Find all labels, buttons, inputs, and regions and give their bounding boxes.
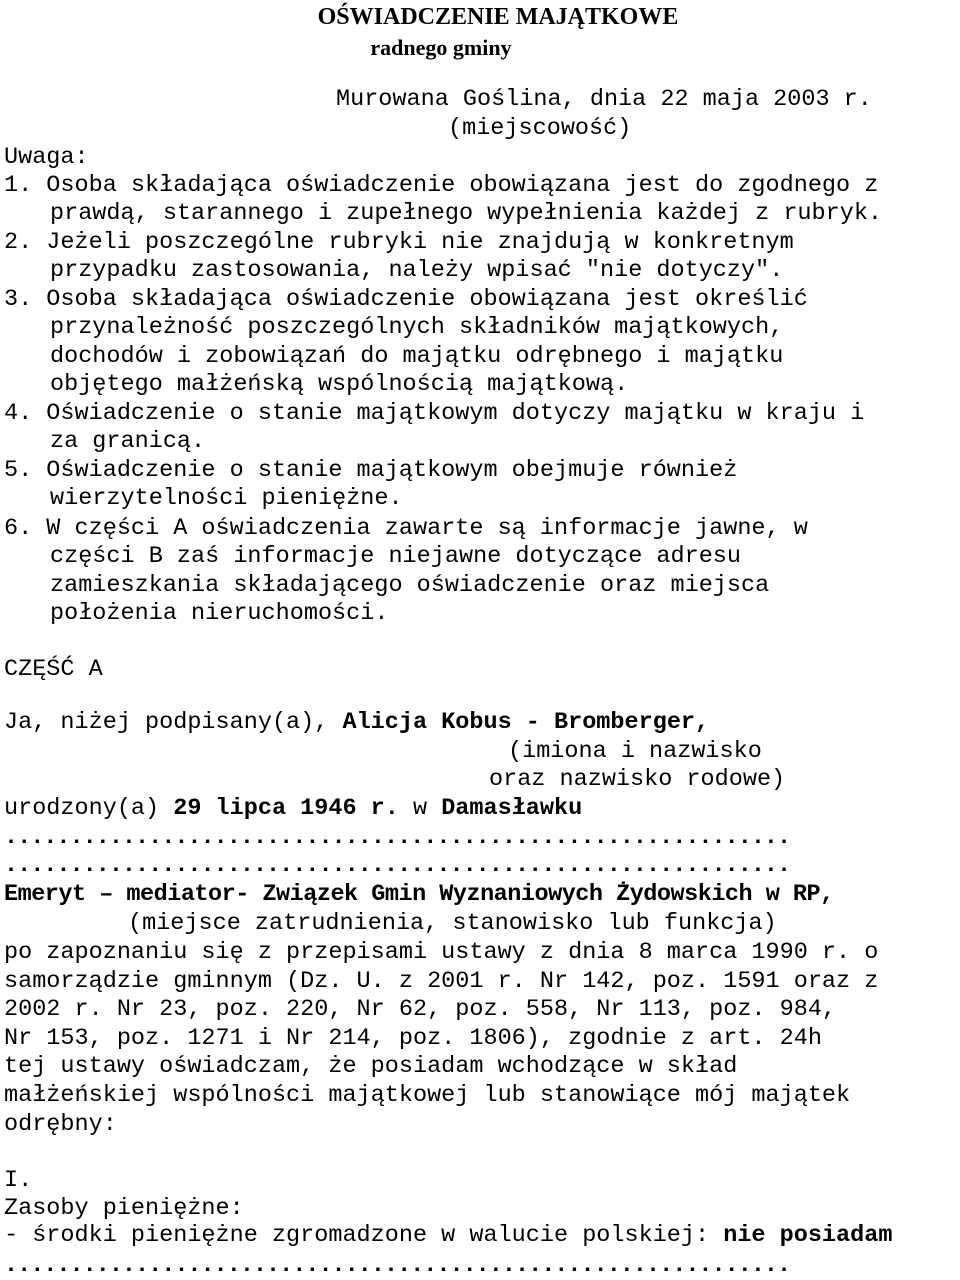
declaration-line: 2002 r. Nr 23, poz. 220, Nr 62, poz. 558, Nr 113, poz. 984, [4, 996, 837, 1023]
note-line: 3. Osoba składająca oświadczenie obowiązana jest określić [4, 286, 808, 313]
note-line: 2. Jeżeli poszczególne rubryki nie znajdują w konkretnym [4, 229, 794, 256]
place-caption: (miejscowość) [448, 115, 632, 142]
document-subtitle: radnego gminy [370, 35, 512, 60]
note-line: przypadku zastosowania, należy wpisać "nie dotyczy". [50, 257, 784, 284]
note-line: 1. Osoba składająca oświadczenie obowiązana jest do zgodnego z [4, 172, 879, 199]
name-caption: oraz nazwisko rodowe) [489, 766, 786, 793]
employment: Emeryt – mediator- Związek Gmin Wyznaniowych Żydowskich w RP, [4, 881, 834, 908]
birth-line [4, 795, 582, 823]
note-line: 4. Oświadczenie o stanie majątkowym dotyczy majątku w kraju i [4, 400, 865, 427]
dotted-line: ............................................................ [4, 824, 791, 851]
declaration-line: tej ustawy oświadczam, że posiadam wchodzące w skład [4, 1053, 738, 1080]
note-line: wierzytelności pieniężne. [50, 485, 403, 512]
note-line: 6. W części A oświadczenia zawarte są informacje jawne, w [4, 515, 808, 542]
name-caption: (imiona i nazwisko [508, 738, 762, 765]
declaration-line: małżeńskiej wspólności majątkowej lub stanowiące mój majątek [4, 1082, 851, 1109]
note-line: części B zaś informacje niejawne dotyczące adresu [50, 543, 742, 570]
declaration-line: Nr 153, poz. 1271 i Nr 214, poz. 1806), zgodnie z art. 24h [4, 1025, 822, 1052]
birth-place: Damasławku [441, 795, 583, 822]
document-title: OŚWIADCZENIE MAJĄTKOWE [317, 4, 679, 30]
note-line: dochodów i zobowiązań do majątku odrębnego i majątku [50, 343, 784, 370]
born-prefix: urodzony(a) [4, 795, 174, 822]
part-a-heading: CZĘŚĆ A [4, 656, 103, 683]
section-heading: Zasoby pieniężne: [4, 1195, 244, 1222]
note-line: zamieszkania składającego oświadczenie oraz miejsca [50, 572, 770, 599]
declarant-name: Alicja Kobus - Bromberger, [342, 709, 710, 736]
born-in: w [398, 795, 442, 822]
cash-pln-value: nie posiadam [723, 1222, 893, 1249]
employment-caption: (miejsce zatrudnienia, stanowisko lub funkcja) [128, 910, 777, 937]
declaration-line: odrębny: [4, 1111, 117, 1138]
cash-pln-label: - środki pieniężne zgromadzone w walucie polskiej: [4, 1222, 724, 1249]
note-line: prawdą, starannego i zupełnego wypełnienia każdej z rubryk. [50, 200, 883, 227]
declaration-line: po zapoznaniu się z przepisami ustawy z dnia 8 marca 1990 r. o [4, 939, 879, 966]
birth-date: 29 lipca 1946 r. [173, 795, 399, 822]
declaration-line: samorządzie gminnym (Dz. U. z 2001 r. Nr 142, poz. 1591 oraz z [4, 968, 879, 995]
intro-prefix: Ja, niżej podpisany(a), [4, 709, 343, 736]
notes-heading: Uwaga: [4, 144, 89, 171]
dotted-line: ............................................................ [4, 852, 791, 879]
note-line: objętego małżeńską wspólnością majątkową. [50, 371, 629, 398]
note-line: położenia nieruchomości. [50, 600, 389, 627]
place-date: Murowana Goślina, dnia 22 maja 2003 r. [336, 86, 872, 113]
dotted-line: ............................................................ [4, 1252, 791, 1279]
section-numeral: I. [4, 1167, 33, 1194]
note-line: 5. Oświadczenie o stanie majątkowym obejmuje również [4, 457, 738, 484]
cash-pln-line [4, 1222, 892, 1250]
declarant-line [4, 709, 709, 737]
note-line: za granicą. [50, 428, 206, 455]
note-line: przynależność poszczególnych składników majątkowych, [50, 314, 784, 341]
